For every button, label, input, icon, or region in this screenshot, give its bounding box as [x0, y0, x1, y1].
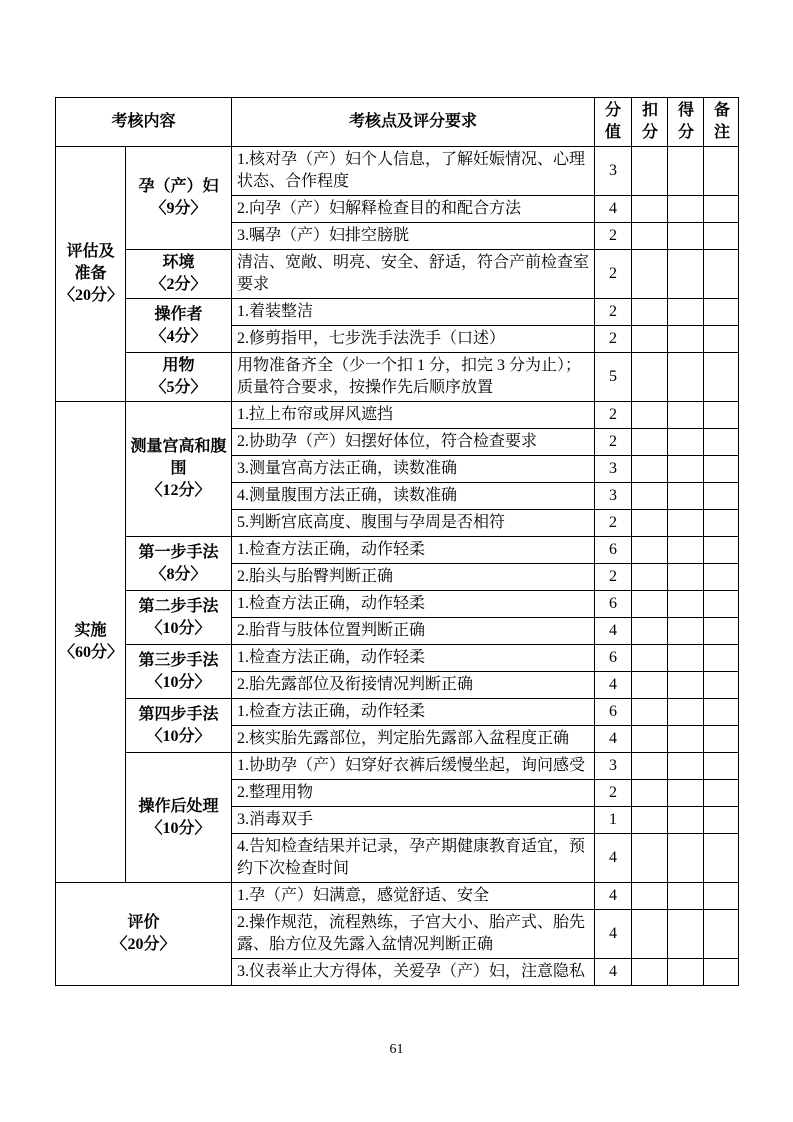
- table-row: [56, 883, 739, 910]
- criteria-cell: 3.仪表举止大方得体，关爱孕（产）妇，注意隐私: [232, 959, 595, 986]
- criteria-cell: 1.孕（产）妇满意，感觉舒适、安全: [232, 883, 595, 910]
- deduction-cell: [632, 699, 668, 726]
- deduction-cell: [632, 591, 668, 618]
- score-cell: 3: [595, 753, 632, 780]
- score-cell: 4: [595, 618, 632, 645]
- col-header-criteria: 考核点及评分要求: [232, 98, 595, 147]
- criteria-cell: 1.检查方法正确，动作轻柔: [232, 699, 595, 726]
- category-score: 〈60分〉: [59, 644, 124, 661]
- earned-cell: [668, 645, 704, 672]
- score-cell: 2: [595, 250, 632, 299]
- subcategory-label: 第二步手法: [138, 597, 219, 615]
- remarks-cell: [704, 959, 739, 986]
- earned-cell: [668, 807, 704, 834]
- earned-cell: [668, 910, 704, 959]
- remarks-cell: [704, 807, 739, 834]
- remarks-cell: [704, 402, 739, 429]
- earned-cell: [668, 618, 704, 645]
- criteria-cell: 2.修剪指甲，七步洗手法洗手（口述）: [232, 326, 595, 353]
- subcategory-label: 用物: [162, 357, 195, 374]
- table-row: [56, 299, 739, 326]
- earned-cell: [668, 196, 704, 223]
- earned-cell: [668, 402, 704, 429]
- earned-cell: [668, 483, 704, 510]
- subcategory-cell: [126, 699, 232, 753]
- deduction-cell: [632, 726, 668, 753]
- earned-cell: [668, 883, 704, 910]
- subcategory-cell: [126, 299, 232, 353]
- col-header-deduction: 扣分: [632, 98, 668, 147]
- deduction-cell: [632, 510, 668, 537]
- score-cell: 4: [595, 196, 632, 223]
- criteria-cell: 1.拉上布帘或屏风遮挡: [232, 402, 595, 429]
- header-row: [56, 98, 739, 147]
- earned-cell: [668, 672, 704, 699]
- score-cell: 6: [595, 699, 632, 726]
- criteria-cell: 3.消毒双手: [232, 807, 595, 834]
- score-cell: 2: [595, 299, 632, 326]
- earned-cell: [668, 753, 704, 780]
- category-cell: [56, 147, 126, 402]
- deduction-cell: [632, 672, 668, 699]
- criteria-cell: 4.测量腹围方法正确，读数准确: [232, 483, 595, 510]
- subcategory-label: 第三步手法: [138, 651, 219, 669]
- criteria-cell: 2.向孕（产）妇解释检查目的和配合方法: [232, 196, 595, 223]
- earned-cell: [668, 353, 704, 402]
- earned-cell: [668, 564, 704, 591]
- score-cell: 4: [595, 726, 632, 753]
- score-cell: 2: [595, 223, 632, 250]
- earned-cell: [668, 299, 704, 326]
- deduction-cell: [632, 223, 668, 250]
- score-cell: 4: [595, 672, 632, 699]
- criteria-cell: 1.协助孕（产）妇穿好衣裤后缓慢坐起，询问感受: [232, 753, 595, 780]
- deduction-cell: [632, 618, 668, 645]
- remarks-cell: [704, 299, 739, 326]
- earned-cell: [668, 537, 704, 564]
- deduction-cell: [632, 807, 668, 834]
- deduction-cell: [632, 402, 668, 429]
- remarks-cell: [704, 250, 739, 299]
- deduction-cell: [632, 753, 668, 780]
- remarks-cell: [704, 645, 739, 672]
- remarks-cell: [704, 564, 739, 591]
- deduction-cell: [632, 196, 668, 223]
- subcategory-score: 〈2分〉: [150, 276, 207, 293]
- remarks-cell: [704, 780, 739, 807]
- col-header-earned: 得分: [668, 98, 704, 147]
- earned-cell: [668, 456, 704, 483]
- category-cell: [56, 883, 232, 986]
- score-cell: 3: [595, 147, 632, 196]
- deduction-cell: [632, 299, 668, 326]
- remarks-cell: [704, 429, 739, 456]
- subcategory-score: 〈4分〉: [150, 327, 207, 345]
- subcategory-label: 孕（产）妇: [138, 178, 219, 195]
- col-header-score: 分值: [595, 98, 632, 147]
- table-row: [56, 645, 739, 672]
- remarks-cell: [704, 883, 739, 910]
- category-label: 评估及准备: [66, 243, 115, 282]
- remarks-cell: [704, 147, 739, 196]
- score-cell: 3: [595, 456, 632, 483]
- subcategory-score: 〈8分〉: [150, 565, 207, 583]
- subcategory-score: 〈10分〉: [146, 673, 211, 691]
- deduction-cell: [632, 353, 668, 402]
- deduction-cell: [632, 959, 668, 986]
- criteria-cell: 1.着装整洁: [232, 299, 595, 326]
- subcategory-cell: [126, 645, 232, 699]
- criteria-cell: 3.测量宫高方法正确，读数准确: [232, 456, 595, 483]
- table-row: [56, 353, 739, 402]
- subcategory-cell: [126, 250, 232, 299]
- subcategory-score: 〈5分〉: [150, 379, 207, 396]
- deduction-cell: [632, 910, 668, 959]
- score-cell: 2: [595, 564, 632, 591]
- remarks-cell: [704, 510, 739, 537]
- remarks-cell: [704, 699, 739, 726]
- criteria-cell: 用物准备齐全（少一个扣 1 分，扣完 3 分为止）；质量符合要求，按操作先后顺序放置: [232, 353, 595, 402]
- criteria-cell: 5.判断宫底高度、腹围与孕周是否相符: [232, 510, 595, 537]
- remarks-cell: [704, 834, 739, 883]
- remarks-cell: [704, 618, 739, 645]
- category-label: 评价: [127, 914, 160, 931]
- earned-cell: [668, 699, 704, 726]
- criteria-cell: 2.胎头与胎臀判断正确: [232, 564, 595, 591]
- remarks-cell: [704, 223, 739, 250]
- criteria-cell: 2.胎背与肢体位置判断正确: [232, 618, 595, 645]
- score-cell: 2: [595, 326, 632, 353]
- subcategory-score: 〈12分〉: [146, 482, 211, 499]
- deduction-cell: [632, 883, 668, 910]
- earned-cell: [668, 429, 704, 456]
- col-header-content: 考核内容: [56, 98, 232, 147]
- subcategory-score: 〈10分〉: [146, 727, 211, 745]
- criteria-cell: 2.操作规范，流程熟练，子宫大小、胎产式、胎先露、胎方位及先露入盆情况判断正确: [232, 910, 595, 959]
- score-cell: 6: [595, 645, 632, 672]
- subcategory-score: 〈10分〉: [146, 819, 211, 837]
- score-cell: 1: [595, 807, 632, 834]
- subcategory-cell: [126, 537, 232, 591]
- earned-cell: [668, 326, 704, 353]
- deduction-cell: [632, 645, 668, 672]
- subcategory-label: 操作者: [154, 305, 203, 323]
- deduction-cell: [632, 564, 668, 591]
- criteria-cell: 1.核对孕（产）妇个人信息，了解妊娠情况、心理状态、合作程度: [232, 147, 595, 196]
- subcategory-label: 操作后处理: [138, 797, 219, 815]
- deduction-cell: [632, 780, 668, 807]
- earned-cell: [668, 959, 704, 986]
- category-score: 〈20分〉: [59, 287, 124, 304]
- subcategory-score: 〈10分〉: [146, 619, 211, 637]
- table-row: [56, 753, 739, 780]
- earned-cell: [668, 250, 704, 299]
- remarks-cell: [704, 456, 739, 483]
- subcategory-cell: [126, 753, 232, 883]
- score-cell: 3: [595, 483, 632, 510]
- remarks-cell: [704, 353, 739, 402]
- score-cell: 4: [595, 910, 632, 959]
- criteria-cell: 2.协助孕（产）妇摆好体位，符合检查要求: [232, 429, 595, 456]
- deduction-cell: [632, 326, 668, 353]
- col-header-remarks: 备注: [704, 98, 739, 147]
- page-number: 61: [389, 1042, 404, 1057]
- criteria-cell: 1.检查方法正确，动作轻柔: [232, 591, 595, 618]
- remarks-cell: [704, 196, 739, 223]
- earned-cell: [668, 591, 704, 618]
- table-row: [56, 147, 739, 196]
- remarks-cell: [704, 537, 739, 564]
- criteria-cell: 3.嘱孕（产）妇排空膀胱: [232, 223, 595, 250]
- score-cell: 6: [595, 591, 632, 618]
- earned-cell: [668, 147, 704, 196]
- criteria-cell: 4.告知检查结果并记录，孕产期健康教育适宜，预约下次检查时间: [232, 834, 595, 883]
- criteria-cell: 2.胎先露部位及衔接情况判断正确: [232, 672, 595, 699]
- subcategory-label: 测量宫高和腹围: [130, 438, 227, 477]
- table-row: [56, 699, 739, 726]
- category-label: 实施: [74, 622, 107, 639]
- score-cell: 4: [595, 959, 632, 986]
- score-cell: 2: [595, 780, 632, 807]
- score-cell: 2: [595, 402, 632, 429]
- criteria-cell: 清洁、宽敞、明亮、安全、舒适，符合产前检查室要求: [232, 250, 595, 299]
- deduction-cell: [632, 834, 668, 883]
- subcategory-label: 第四步手法: [138, 705, 219, 723]
- criteria-cell: 2.核实胎先露部位，判定胎先露部入盆程度正确: [232, 726, 595, 753]
- remarks-cell: [704, 753, 739, 780]
- category-score: 〈20分〉: [111, 936, 176, 953]
- subcategory-cell: [126, 591, 232, 645]
- remarks-cell: [704, 591, 739, 618]
- remarks-cell: [704, 910, 739, 959]
- score-cell: 4: [595, 883, 632, 910]
- score-cell: 6: [595, 537, 632, 564]
- criteria-cell: 1.检查方法正确，动作轻柔: [232, 645, 595, 672]
- assessment-score-table: [55, 97, 739, 986]
- subcategory-score: 〈9分〉: [150, 200, 207, 217]
- subcategory-cell: [126, 147, 232, 250]
- score-cell: 2: [595, 510, 632, 537]
- remarks-cell: [704, 672, 739, 699]
- remarks-cell: [704, 483, 739, 510]
- score-cell: 2: [595, 429, 632, 456]
- remarks-cell: [704, 726, 739, 753]
- criteria-cell: 2.整理用物: [232, 780, 595, 807]
- subcategory-label: 环境: [162, 254, 195, 271]
- deduction-cell: [632, 537, 668, 564]
- score-cell: 4: [595, 834, 632, 883]
- category-cell: [56, 402, 126, 883]
- subcategory-cell: [126, 353, 232, 402]
- deduction-cell: [632, 147, 668, 196]
- earned-cell: [668, 780, 704, 807]
- remarks-cell: [704, 326, 739, 353]
- subcategory-cell: [126, 402, 232, 537]
- table-row: [56, 250, 739, 299]
- earned-cell: [668, 223, 704, 250]
- deduction-cell: [632, 483, 668, 510]
- table-row: [56, 591, 739, 618]
- score-cell: 5: [595, 353, 632, 402]
- deduction-cell: [632, 250, 668, 299]
- earned-cell: [668, 510, 704, 537]
- table-row: [56, 402, 739, 429]
- earned-cell: [668, 726, 704, 753]
- table-row: [56, 537, 739, 564]
- deduction-cell: [632, 456, 668, 483]
- criteria-cell: 1.检查方法正确，动作轻柔: [232, 537, 595, 564]
- deduction-cell: [632, 429, 668, 456]
- subcategory-label: 第一步手法: [138, 543, 219, 561]
- earned-cell: [668, 834, 704, 883]
